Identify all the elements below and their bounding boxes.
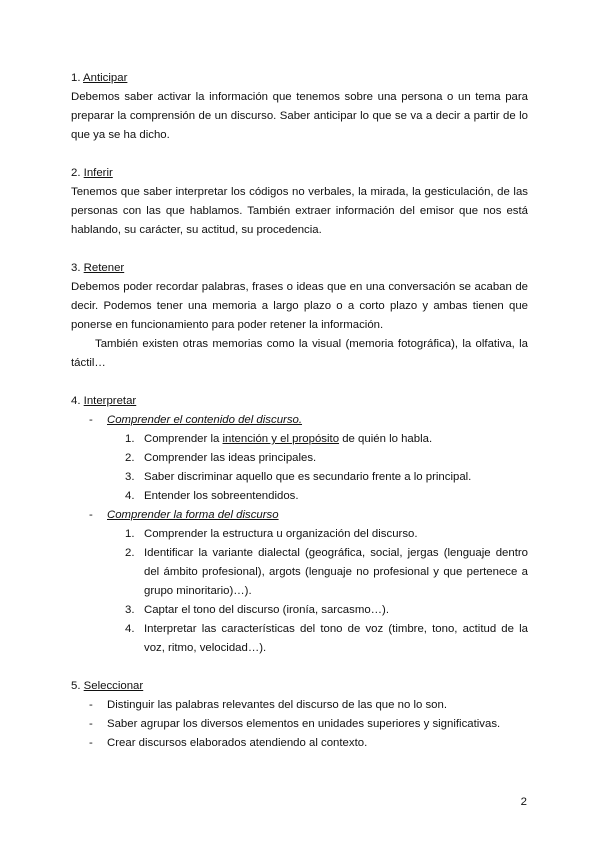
dash-marker: - [89, 718, 93, 730]
number-marker: 3. [125, 604, 135, 616]
dash-marker: - [89, 509, 93, 521]
number-marker: 4. [125, 623, 135, 635]
list-item [71, 411, 528, 430]
numbered-item: 2. Identificar la variante dialectal (geográfica, social, jergas (lenguaje dentro del ámbito profesional), argots (lenguaje no profesional y que pertenece a grupo minoritario)…). [71, 544, 528, 601]
page-number: 2 [520, 796, 527, 808]
number-marker: 4. [125, 490, 135, 502]
section-inferir [71, 164, 528, 240]
document-page [71, 69, 528, 772]
section-seleccionar [71, 677, 528, 753]
section-heading: 5. Seleccionar [71, 680, 144, 692]
dash-marker: - [89, 414, 93, 426]
section-heading: 2. Inferir [71, 167, 113, 179]
numbered-item: 4. Interpretar las características del tono de voz (timbre, tono, actitud de la voz, ritmo, velocidad…). [71, 620, 528, 658]
section-title: Anticipar [83, 72, 128, 84]
numbered-item: 4. Entender los sobreentendidos. [71, 487, 528, 506]
list-item: - Distinguir las palabras relevantes del discurso de las que no lo son. [71, 696, 528, 715]
section-heading: 1. Anticipar [71, 72, 128, 84]
list-item: - Crear discursos elaborados atendiendo al contexto. [71, 734, 528, 753]
numbered-item: 1. Comprender la estructura u organización del discurso. [71, 525, 528, 544]
number-marker: 2. [125, 452, 135, 464]
list-item [71, 506, 528, 525]
number-marker: 1. [125, 433, 135, 445]
list-item: - Saber agrupar los diversos elementos en unidades superiores y significativas. [71, 715, 528, 734]
paragraph: Tenemos que saber interpretar los códigos no verbales, la mirada, la gesticulación, de las personas con las que hablamos. También extraer información del emisor que nos está hablando, su carácter, su actitud, su procedencia. [71, 186, 528, 236]
section-title: Retener [83, 262, 125, 274]
paragraph: Debemos poder recordar palabras, frases o ideas que en una conversación se acaban de decir. Podemos tener una memoria a largo plazo o a corto plazo y ambas tienen que ponerse en funcionamiento para poder retener la información. [71, 281, 528, 331]
section-heading: 4. Interpretar [71, 395, 137, 407]
section-title: Inferir [83, 167, 113, 179]
number-marker: 1. [125, 528, 135, 540]
numbered-item: 1. Comprender la intención y el propósito de quién lo habla. [71, 430, 528, 449]
numbered-item: 3. Captar el tono del discurso (ironía, sarcasmo…). [71, 601, 528, 620]
numbered-item: 3. Saber discriminar aquello que es secundario frente a lo principal. [71, 468, 528, 487]
numbered-item: 2. Comprender las ideas principales. [71, 449, 528, 468]
section-interpretar [71, 392, 528, 658]
number-marker: 2. [125, 547, 135, 559]
section-heading: 3. Retener [71, 262, 125, 274]
dash-marker: - [89, 699, 93, 711]
paragraph: Debemos saber activar la información que tenemos sobre una persona o un tema para preparar la comprensión de un discurso. Saber anticipar lo que se va a decir a partir de lo que ya se ha dicho. [71, 91, 528, 141]
number-marker: 3. [125, 471, 135, 483]
paragraph: También existen otras memorias como la visual (memoria fotográfica), la olfativa, la táctil… [71, 338, 528, 369]
section-anticipar [71, 69, 528, 145]
section-retener [71, 259, 528, 373]
section-title: Seleccionar [83, 680, 144, 692]
section-title: Interpretar [83, 395, 137, 407]
subsection-title: Comprender el contenido del discurso. [107, 414, 303, 426]
dash-marker: - [89, 737, 93, 749]
subsection-title: Comprender la forma del discurso [107, 509, 279, 521]
